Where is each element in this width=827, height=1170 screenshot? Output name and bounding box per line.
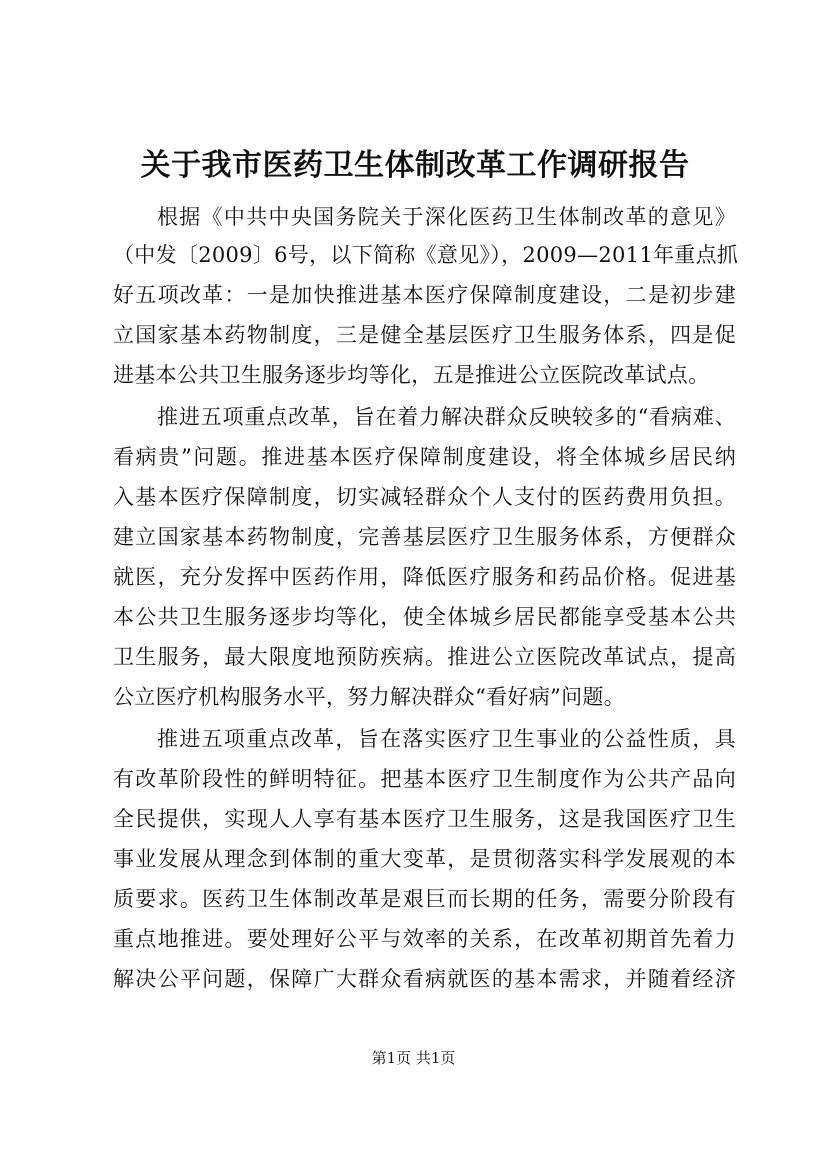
paragraph-3-line-4: 事业发展从理念到体制的重大变革，是贯彻落实科学发展观的本 (113, 847, 736, 871)
paragraph-3-line-1: 推进五项重点改革，旨在落实医疗卫生事业的公益性质，具 (157, 727, 736, 751)
paragraph-2-line-6: 本公共卫生服务逐步均等化，使全体城乡居民都能享受基本公共 (113, 605, 736, 629)
paragraph-2-line-3: 入基本医疗保障制度，切实减轻群众个人支付的医药费用负担。 (113, 485, 736, 509)
paragraph-1-line-1: 根据《中共中央国务院关于深化医药卫生体制改革的意见》 (157, 205, 736, 229)
document-title: 关于我市医药卫生体制改革工作调研报告 (140, 148, 690, 183)
paragraph-1-line-2: （中发〔2009〕6号，以下简称《意见》），2009—2011年重点抓 (113, 243, 739, 267)
paragraph-2-line-4: 建立国家基本药物制度，完善基层医疗卫生服务体系，方便群众 (113, 525, 736, 549)
paragraph-2-line-1: 推进五项重点改革，旨在着力解决群众反映较多的“看病难、 (157, 405, 736, 429)
paragraph-2-line-7: 卫生服务，最大限度地预防疾病。推进公立医院改革试点，提高 (113, 645, 736, 669)
paragraph-2-line-8: 公立医疗机构服务水平，努力解决群众“看好病”问题。 (113, 685, 625, 709)
paragraph-2-line-5: 就医，充分发挥中医药作用，降低医疗服务和药品价格。促进基 (113, 565, 736, 589)
paragraph-1-line-3: 好五项改革：一是加快推进基本医疗保障制度建设，二是初步建 (113, 283, 736, 307)
paragraph-1-line-5: 进基本公共卫生服务逐步均等化，五是推进公立医院改革试点。 (113, 363, 710, 387)
paragraph-3-line-3: 全民提供，实现人人享有基本医疗卫生服务，这是我国医疗卫生 (113, 807, 736, 831)
paragraph-3-line-5: 质要求。医药卫生体制改革是艰巨而长期的任务，需要分阶段有 (113, 887, 736, 911)
paragraph-2-line-2: 看病贵”问题。推进基本医疗保障制度建设，将全体城乡居民纳 (113, 445, 736, 469)
paragraph-3-line-2: 有改革阶段性的鲜明特征。把基本医疗卫生制度作为公共产品向 (113, 767, 736, 791)
paragraph-3-line-7: 解决公平问题，保障广大群众看病就医的基本需求，并随着经济 (113, 967, 736, 991)
paragraph-3-line-6: 重点地推进。要处理好公平与效率的关系，在改革初期首先着力 (113, 927, 736, 951)
paragraph-1-line-4: 立国家基本药物制度，三是健全基层医疗卫生服务体系，四是促 (113, 323, 736, 347)
page-number-footer: 第1页 共1页 (371, 1049, 456, 1067)
